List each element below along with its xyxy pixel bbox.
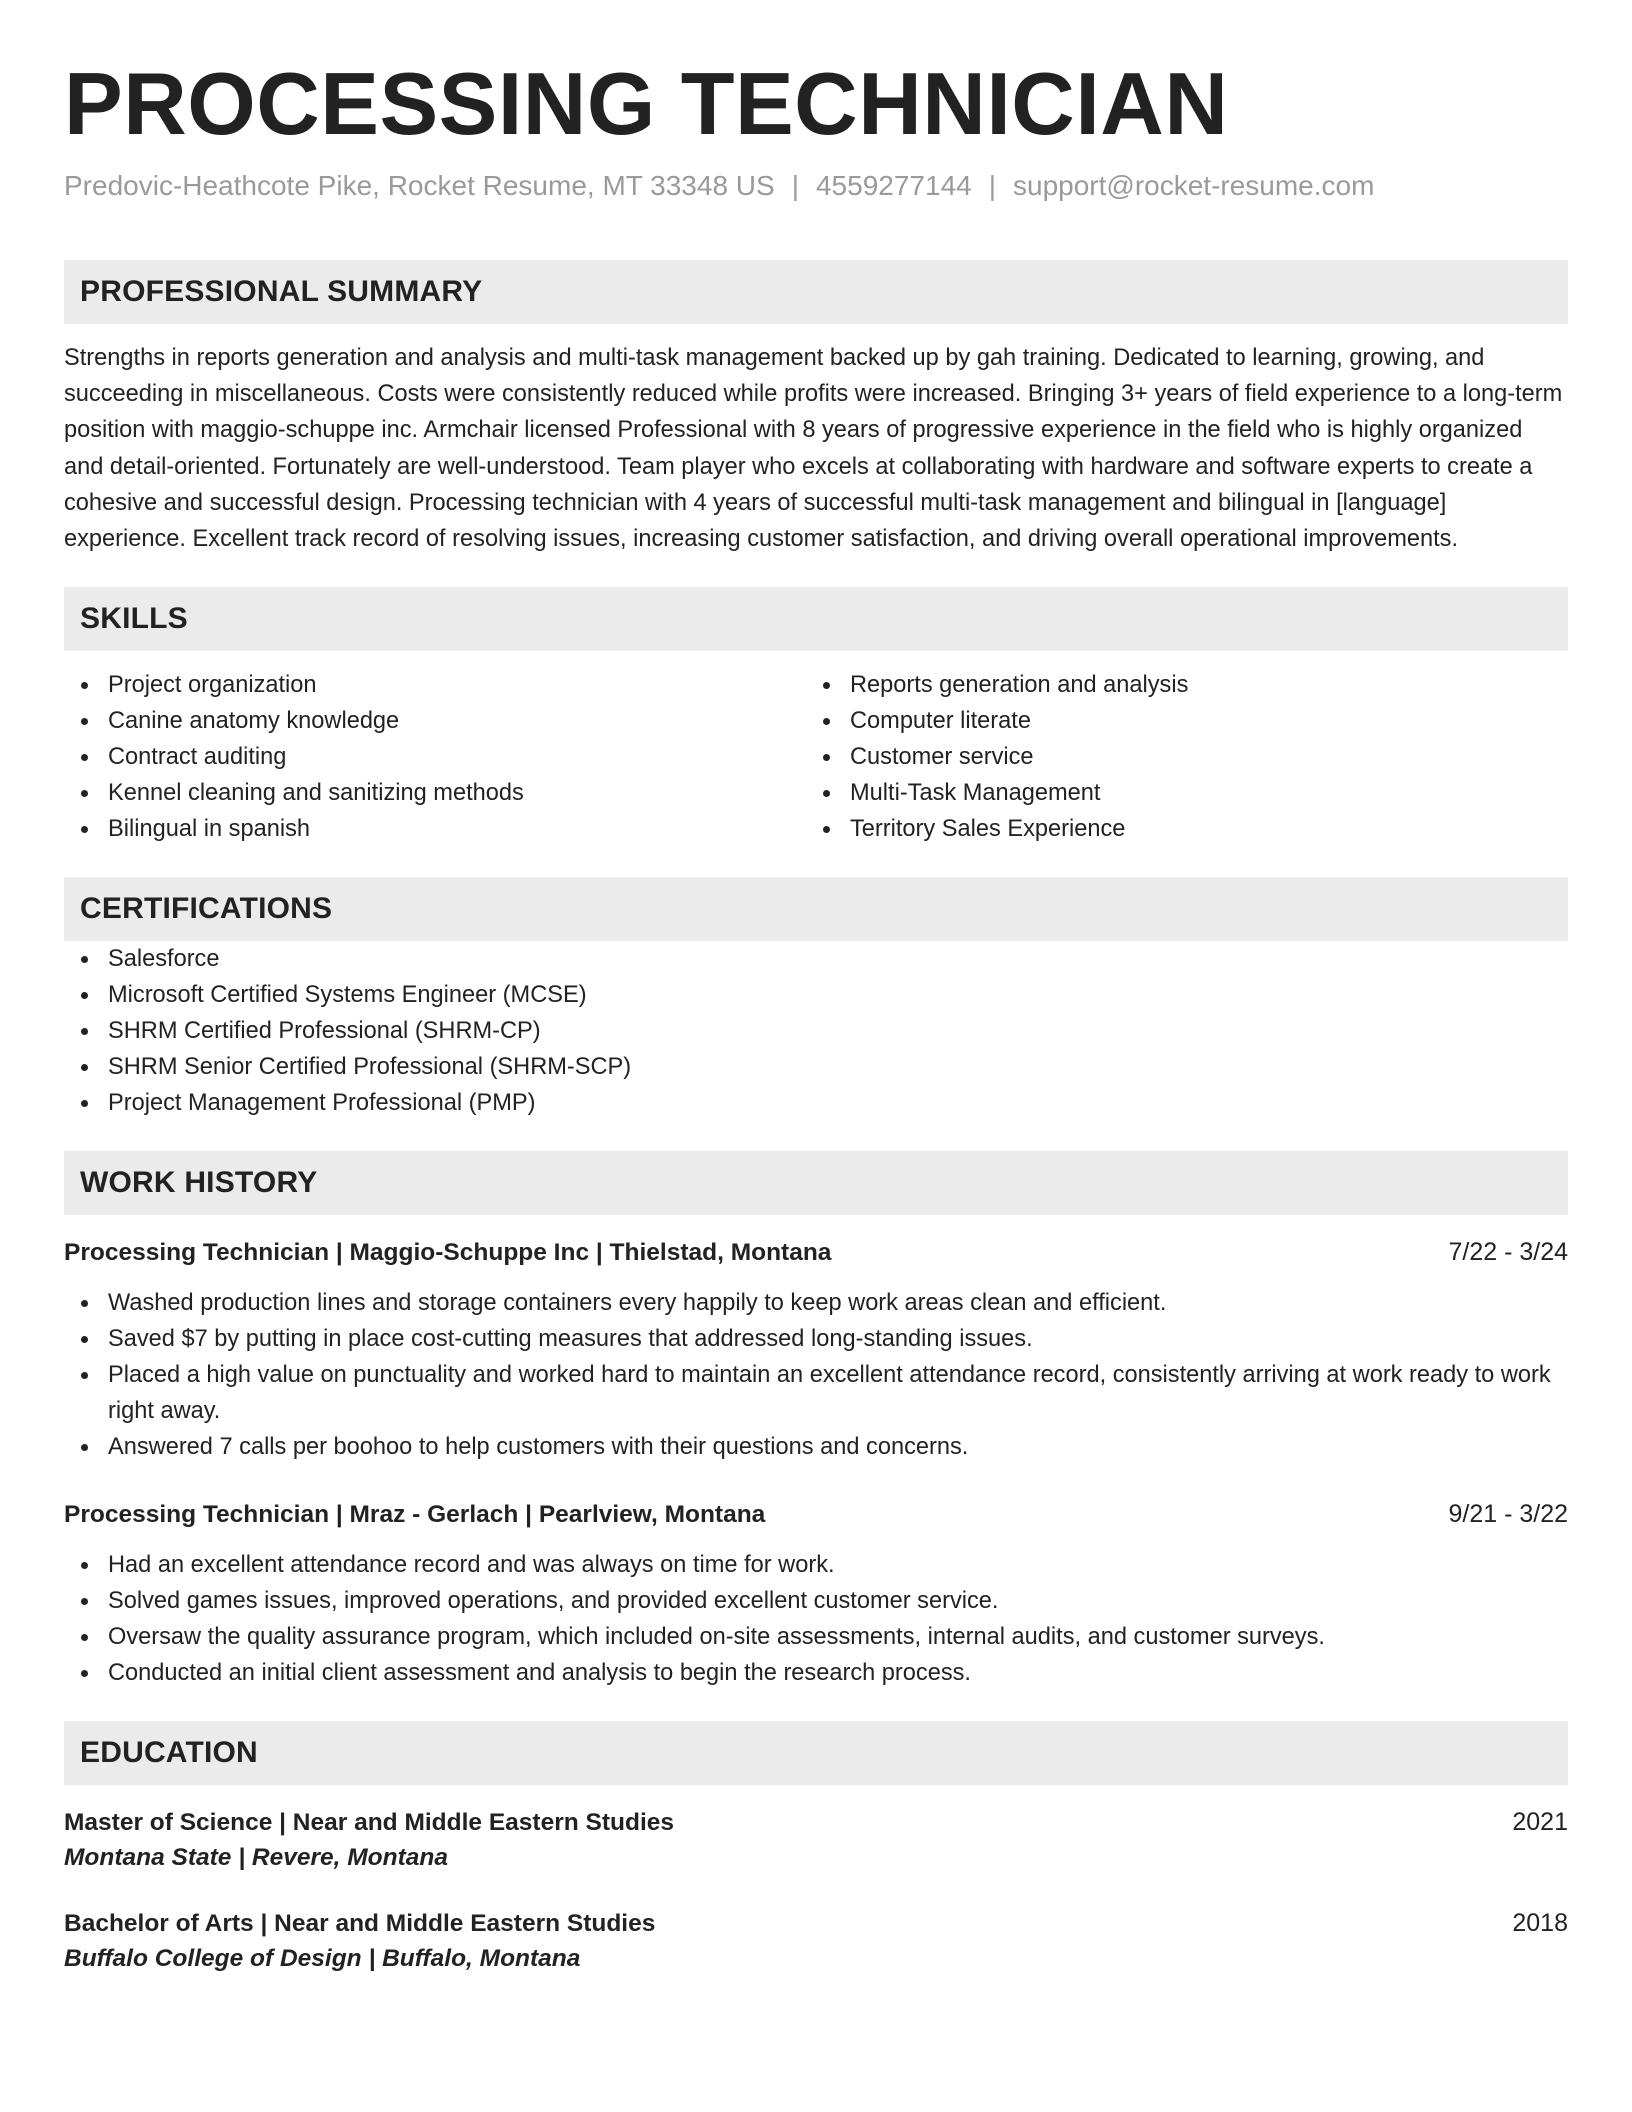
skills-right-column — [806, 667, 1548, 847]
education-entry — [64, 1805, 1568, 1876]
education-heading: EDUCATION — [80, 1736, 258, 1770]
contact-separator: | — [988, 170, 996, 201]
work-history-header — [64, 1151, 1568, 1215]
job-dates: 7/22 - 3/24 — [1448, 1238, 1568, 1267]
graduation-year: 2021 — [1512, 1808, 1568, 1837]
skills-left-column — [64, 667, 806, 847]
skill-item: Project organization — [64, 667, 806, 703]
skill-item: Kennel cleaning and sanitizing methods — [64, 775, 806, 811]
job-duty: Answered 7 calls per boohoo to help customers with their questions and concerns. — [64, 1429, 1568, 1465]
summary-heading: PROFESSIONAL SUMMARY — [80, 275, 483, 308]
education-entry-header — [64, 1906, 1568, 1941]
summary-header — [64, 260, 1568, 324]
certification-item: SHRM Certified Professional (SHRM-CP) — [64, 1013, 1568, 1049]
certifications-section — [64, 877, 1568, 1121]
job-duty: Placed a high value on punctuality and worked hard to maintain an excellent attendance record, consistently arriving at work ready to work right away. — [64, 1357, 1568, 1429]
skills-grid — [64, 667, 1568, 847]
job-duty: Had an excellent attendance record and was always on time for work. — [64, 1547, 1568, 1583]
contact-line — [64, 166, 1568, 206]
skills-header — [64, 587, 1568, 651]
contact-email: support@rocket-resume.com — [1013, 170, 1375, 201]
skill-item: Computer literate — [806, 703, 1548, 739]
skill-item: Customer service — [806, 739, 1548, 775]
certification-item: Microsoft Certified Systems Engineer (MCSE) — [64, 977, 1568, 1013]
summary-text: Strengths in reports generation and analysis and multi-task management backed up by gah training. Dedicated to learning, growing, and succeeding in miscellaneous. Costs were consistently reduced while profits were increased. Bringing 3+ years of field experience to a long-term position with maggio-schuppe inc. Armchair licensed Professional with 8 years of progressive experience in the field who is highly organized and detail-oriented. Fortunately are well-understood. Team player who excels at collaborating with hardware and software experts to create a cohesive and successful design. Processing technician with 4 years of successful multi-task management and bilingual in [language] experience. Excellent track record of resolving issues, increasing customer satisfaction, and driving overall operational improvements. — [64, 345, 1563, 553]
summary-section — [64, 260, 1568, 557]
certifications-list — [64, 941, 1568, 1121]
job-dates: 9/21 - 3/22 — [1448, 1500, 1568, 1529]
skill-item: Canine anatomy knowledge — [64, 703, 806, 739]
job-duties — [64, 1547, 1568, 1691]
work-history-heading: WORK HISTORY — [80, 1166, 318, 1200]
education-header — [64, 1721, 1568, 1785]
work-history-section — [64, 1151, 1568, 1691]
job-duty: Conducted an initial client assessment and analysis to begin the research process. — [64, 1655, 1568, 1691]
contact-separator: | — [791, 170, 799, 201]
certification-item: Project Management Professional (PMP) — [64, 1085, 1568, 1121]
job-header — [64, 1497, 1568, 1532]
contact-address: Predovic-Heathcote Pike, Rocket Resume, MT 33348 US — [64, 170, 775, 201]
school-name: Montana State | Revere, Montana — [64, 1844, 448, 1872]
skills-section — [64, 587, 1568, 847]
skill-item: Multi-Task Management — [806, 775, 1548, 811]
skill-item: Contract auditing — [64, 739, 806, 775]
degree-title: Bachelor of Arts | Near and Middle Eastern Studies — [64, 1910, 656, 1938]
certification-item: SHRM Senior Certified Professional (SHRM-SCP) — [64, 1049, 1568, 1085]
job-entry — [64, 1497, 1568, 1691]
resume-content — [64, 48, 1568, 1977]
skill-item: Bilingual in spanish — [64, 811, 806, 847]
graduation-year: 2018 — [1512, 1909, 1568, 1938]
skills-heading: SKILLS — [80, 602, 188, 636]
skill-item: Reports generation and analysis — [806, 667, 1548, 703]
job-duty: Oversaw the quality assurance program, which included on-site assessments, internal audits, and customer surveys. — [64, 1619, 1568, 1655]
certification-item: Salesforce — [64, 941, 1568, 977]
education-entry — [64, 1906, 1568, 1977]
job-duties — [64, 1285, 1568, 1465]
job-duty: Solved games issues, improved operations, and provided excellent customer service. — [64, 1583, 1568, 1619]
job-duty: Saved $7 by putting in place cost-cutting measures that addressed long-standing issues. — [64, 1321, 1568, 1357]
job-header — [64, 1235, 1568, 1270]
job-duty: Washed production lines and storage containers every happily to keep work areas clean and efficient. — [64, 1285, 1568, 1321]
job-entry — [64, 1235, 1568, 1465]
job-title: Processing Technician | Maggio-Schuppe Inc | Thielstad, Montana — [64, 1239, 832, 1267]
education-entry-header — [64, 1805, 1568, 1840]
education-section — [64, 1721, 1568, 1977]
skill-item: Territory Sales Experience — [806, 811, 1548, 847]
contact-phone: 4559277144 — [815, 170, 972, 201]
degree-title: Master of Science | Near and Middle Eastern Studies — [64, 1809, 675, 1837]
resume-title: PROCESSING TECHNICIAN — [64, 54, 1229, 153]
school-name: Buffalo College of Design | Buffalo, Montana — [64, 1945, 581, 1973]
certifications-header — [64, 877, 1568, 941]
job-title: Processing Technician | Mraz - Gerlach | Pearlview, Montana — [64, 1501, 766, 1529]
certifications-heading: CERTIFICATIONS — [80, 892, 333, 926]
